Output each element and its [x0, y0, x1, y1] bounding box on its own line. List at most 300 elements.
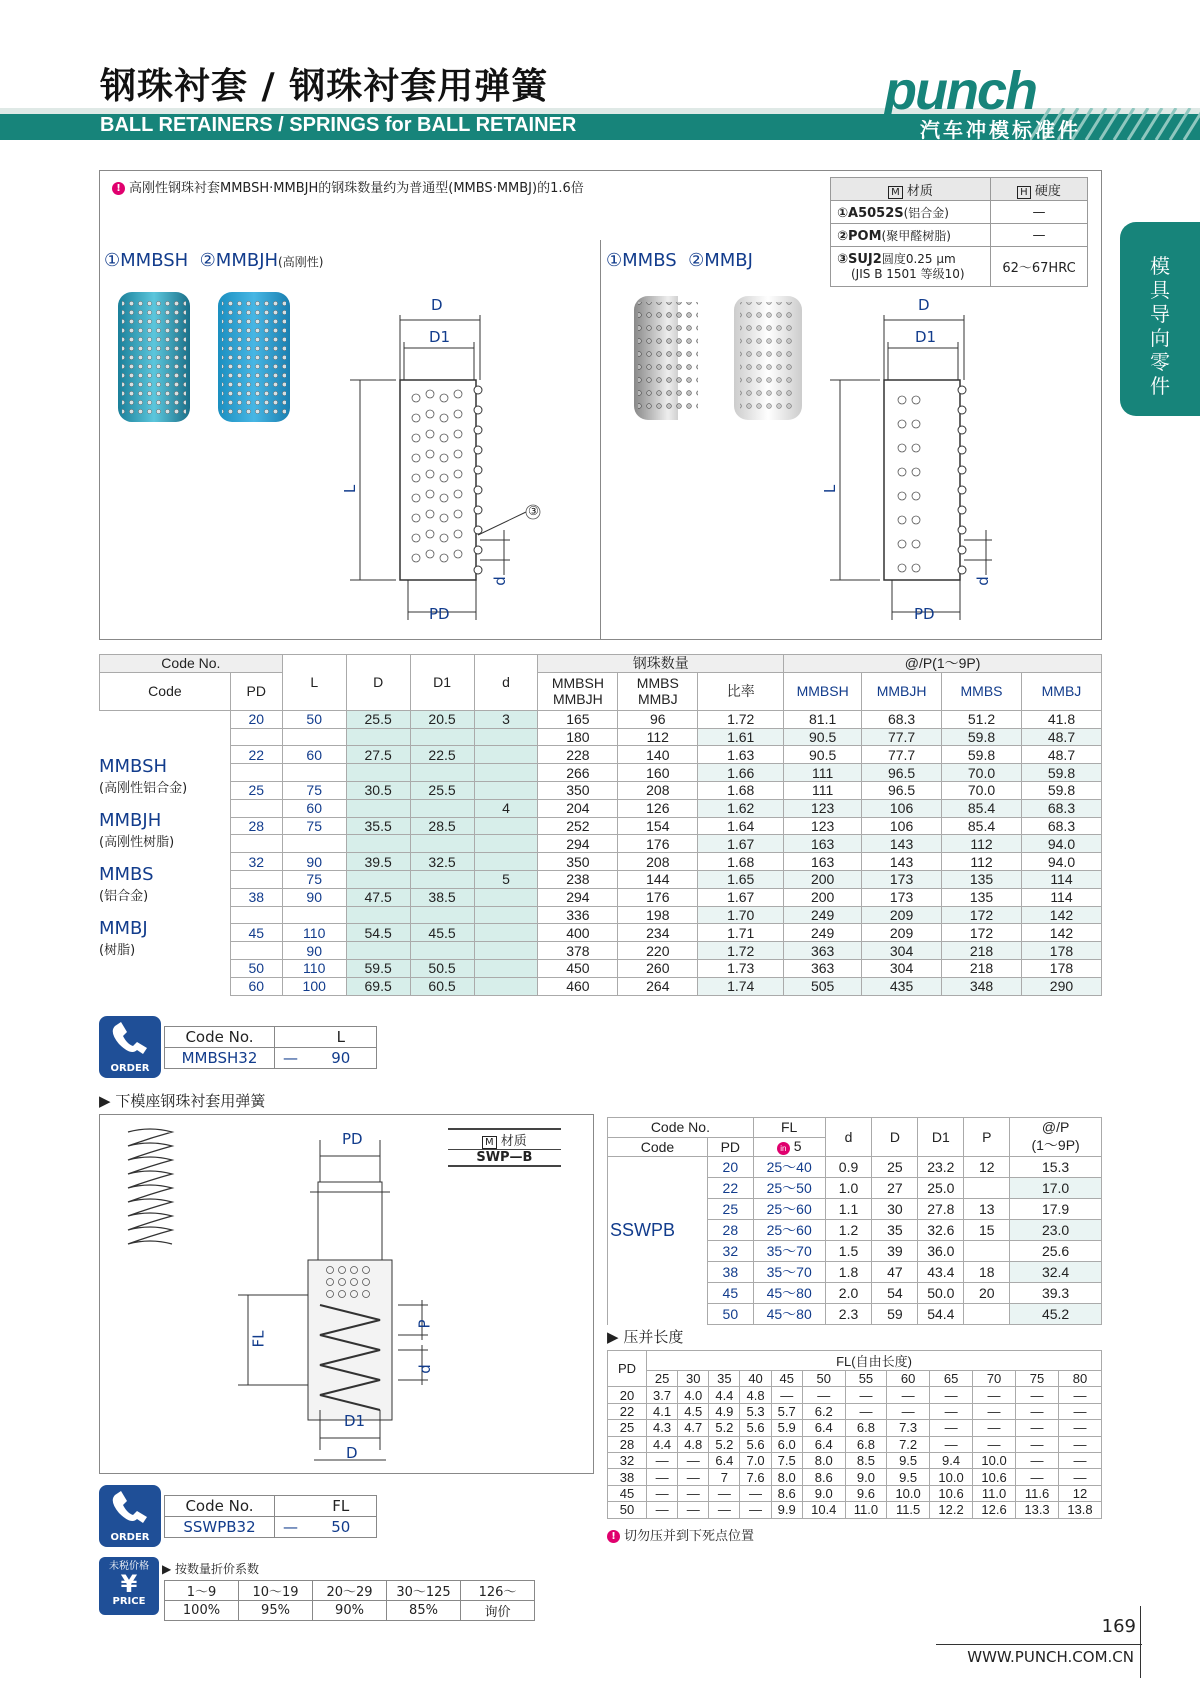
- table-row: [100, 906, 1102, 924]
- footer-rule-h: [936, 1644, 1142, 1645]
- table-cell: 20.5: [410, 710, 474, 728]
- table-cell: 4.7: [678, 1420, 709, 1436]
- spring-dim-D: D: [346, 1444, 358, 1462]
- table-cell: 96.5: [862, 781, 942, 799]
- table-cell: 36.0: [918, 1241, 964, 1262]
- table-cell: 17.0: [1010, 1178, 1102, 1199]
- table-cell: 8.5: [845, 1452, 886, 1468]
- table-cell: 208: [618, 853, 698, 871]
- table-cell: 75: [282, 781, 346, 799]
- table-row: [608, 1436, 1102, 1452]
- table-cell: 54: [872, 1283, 918, 1304]
- table-cell: 50: [608, 1502, 647, 1518]
- table-row: [100, 942, 1102, 960]
- table-cell: 60.5: [410, 977, 474, 995]
- table-cell: 111: [784, 781, 862, 799]
- table-row: [100, 924, 1102, 942]
- table-cell: —: [887, 1403, 930, 1419]
- table-cell: 5.2: [709, 1420, 740, 1436]
- table-cell: —: [973, 1387, 1016, 1403]
- table-cell: [964, 1241, 1010, 1262]
- table-cell: 32.5: [410, 853, 474, 871]
- dim-PD: PD: [914, 605, 935, 623]
- brand-logo: punch: [884, 61, 1036, 121]
- brand-subtitle: 汽车冲模标准件: [920, 118, 1081, 142]
- table-cell: 112: [618, 728, 698, 746]
- table-cell: 106: [862, 799, 942, 817]
- table-cell: 5.2: [709, 1436, 740, 1452]
- table-cell: [230, 728, 282, 746]
- table-cell: 1.74: [698, 977, 784, 995]
- table-cell: [474, 924, 538, 942]
- code-note: (铝合金): [99, 889, 149, 904]
- table-cell: [410, 728, 474, 746]
- table-cell: 3.7: [647, 1387, 678, 1403]
- table-cell: 39.3: [1010, 1283, 1102, 1304]
- table-cell: 59.8: [1021, 781, 1101, 799]
- table-cell: 350: [538, 853, 618, 871]
- table-cell: 505: [784, 977, 862, 995]
- table-cell: 6.8: [845, 1420, 886, 1436]
- table-cell: 5.7: [771, 1403, 802, 1419]
- table-cell: 32: [608, 1452, 647, 1468]
- table-cell: 32.4: [1010, 1262, 1102, 1283]
- table-cell: 200: [784, 870, 862, 888]
- table-cell: 45.2: [1010, 1304, 1102, 1325]
- table-cell: 90.5: [784, 728, 862, 746]
- table-cell: 38.5: [410, 888, 474, 906]
- table-cell: 2.3: [825, 1304, 872, 1325]
- table-cell: 10.0: [973, 1452, 1016, 1468]
- side-tab-char: 导: [1150, 302, 1170, 326]
- table-cell: 28: [230, 817, 282, 835]
- table-cell: 32.6: [918, 1220, 964, 1241]
- table-cell: —: [930, 1387, 973, 1403]
- table-cell: 25～60: [753, 1199, 825, 1220]
- spring-dim-PD: PD: [342, 1130, 363, 1148]
- table-row: [100, 728, 1102, 746]
- page-subtitle: BALL RETAINERS / SPRINGS for BALL RETAINER: [100, 114, 577, 136]
- side-tab-char: 件: [1150, 374, 1170, 398]
- table-cell: 7.3: [887, 1420, 930, 1436]
- side-tab-char: 向: [1150, 326, 1170, 350]
- table-cell: 114: [1021, 870, 1101, 888]
- table-cell: 249: [784, 906, 862, 924]
- table-cell: 10.6: [973, 1469, 1016, 1485]
- table-cell: 7.0: [740, 1452, 771, 1468]
- table-cell: [474, 977, 538, 995]
- table-cell: 12: [964, 1157, 1010, 1178]
- table-cell: [346, 799, 410, 817]
- table-cell: 54.4: [918, 1304, 964, 1325]
- table-cell: 163: [784, 853, 862, 871]
- table-cell: 50: [707, 1304, 753, 1325]
- fl-col-header: 75: [1016, 1371, 1059, 1387]
- code-note: (高刚性树脂): [99, 835, 175, 850]
- table-cell: 77.7: [862, 746, 942, 764]
- compress-title: ▶ 压并长度: [607, 1328, 684, 1346]
- th-balls: 钢珠数量: [538, 655, 784, 673]
- table-cell: 378: [538, 942, 618, 960]
- table-cell: 45～80: [753, 1283, 825, 1304]
- table-cell: 252: [538, 817, 618, 835]
- table-cell: [474, 746, 538, 764]
- table-cell: 90: [282, 888, 346, 906]
- table-cell: 178: [1021, 959, 1101, 977]
- code-cell: [608, 1262, 708, 1283]
- table-cell: 27: [872, 1178, 918, 1199]
- table-cell: 47.5: [346, 888, 410, 906]
- code-note: (高刚性铝合金): [99, 781, 188, 796]
- table-cell: [474, 764, 538, 782]
- table-cell: —: [1016, 1387, 1059, 1403]
- table-cell: 112: [942, 853, 1022, 871]
- hardness-value: 62～67HRC: [991, 247, 1088, 287]
- table-cell: 7.6: [740, 1469, 771, 1485]
- table-cell: 30: [872, 1199, 918, 1220]
- table-cell: 81.1: [784, 710, 862, 728]
- table-cell: 59.8: [1021, 764, 1101, 782]
- dim-D1: D1: [429, 328, 451, 346]
- table-cell: 48.7: [1021, 728, 1101, 746]
- table-cell: —: [740, 1485, 771, 1501]
- price-table: 1～9 10～19 20～29 30～125 126～ 100% 95% 90% 85% 询价: [164, 1580, 535, 1621]
- table-cell: 25～50: [753, 1178, 825, 1199]
- table-cell: 208: [618, 781, 698, 799]
- fl-col-header: 65: [930, 1371, 973, 1387]
- table-cell: [474, 817, 538, 835]
- table-cell: 178: [1021, 942, 1101, 960]
- table-cell: 6.8: [845, 1436, 886, 1452]
- table-cell: 45: [230, 924, 282, 942]
- table-cell: 28.5: [410, 817, 474, 835]
- table-row: [100, 853, 1102, 871]
- table-cell: —: [678, 1469, 709, 1485]
- table-cell: [282, 835, 346, 853]
- table-cell: [474, 781, 538, 799]
- table-cell: 94.0: [1021, 835, 1101, 853]
- table-cell: —: [709, 1485, 740, 1501]
- table-cell: [410, 835, 474, 853]
- table-cell: 1.67: [698, 835, 784, 853]
- table-cell: 25.5: [346, 710, 410, 728]
- table-cell: 25～40: [753, 1157, 825, 1178]
- table-cell: [282, 906, 346, 924]
- table-cell: 4.8: [678, 1436, 709, 1452]
- table-cell: 38: [707, 1262, 753, 1283]
- th-D1: D1: [410, 655, 474, 711]
- mmbjh-photo: [218, 292, 290, 422]
- table-cell: 25.5: [410, 781, 474, 799]
- table-cell: 35: [872, 1220, 918, 1241]
- table-cell: 75: [282, 870, 346, 888]
- table-cell: 32: [230, 853, 282, 871]
- table-cell: [230, 835, 282, 853]
- table-cell: 218: [942, 942, 1022, 960]
- table-cell: 304: [862, 959, 942, 977]
- table-row: [608, 1420, 1102, 1436]
- table-cell: 68.3: [1021, 817, 1101, 835]
- table-cell: 6.2: [802, 1403, 845, 1419]
- table-row: [608, 1241, 1102, 1262]
- code-cell: [100, 977, 231, 995]
- spring-spec-table: Code No. FL d D D1 P @/P (1～9P) Code PD in 5 20 25～40 0.9 25 23.2 12 15.3 22 25～50 1.0 27 25.0 17.0 25 25～60 1.1 30 27.8 13 17.9 SSWPB 28 25～60 1.2 35 32.6 15 23.0 32 35～70 1.5 39 36.0 25.6 38 35～70 1.8 47 43.4 18 32.4 45 45～80 2.0 54 50.0 20 39.3 50 45～80 2.3 59 54.4 45.2: [607, 1117, 1102, 1325]
- spring-dim-P: P: [415, 1319, 434, 1329]
- table-cell: [474, 728, 538, 746]
- table-cell: 4.3: [647, 1420, 678, 1436]
- table-cell: 17.9: [1010, 1199, 1102, 1220]
- table-cell: 12: [1059, 1485, 1102, 1501]
- table-cell: 209: [862, 906, 942, 924]
- fl-col-header: 35: [709, 1371, 740, 1387]
- table-cell: 294: [538, 835, 618, 853]
- table-row: [608, 1157, 1102, 1178]
- table-cell: 173: [862, 888, 942, 906]
- table-cell: —: [973, 1420, 1016, 1436]
- th-pd: PD: [230, 672, 282, 710]
- table-cell: 48.7: [1021, 746, 1101, 764]
- table-cell: 7: [709, 1469, 740, 1485]
- fl-col-header: 40: [740, 1371, 771, 1387]
- th-L: L: [282, 655, 346, 711]
- dim-D: D: [431, 296, 443, 314]
- table-cell: 22: [230, 746, 282, 764]
- table-cell: 264: [618, 977, 698, 995]
- table-row: [100, 764, 1102, 782]
- table-cell: [410, 906, 474, 924]
- price-title: ▶ 按数量折价系数: [162, 1562, 260, 1576]
- table-cell: 123: [784, 817, 862, 835]
- table-cell: [282, 728, 346, 746]
- table-cell: 6.4: [709, 1452, 740, 1468]
- table-cell: —: [973, 1436, 1016, 1452]
- side-tab-char: 零: [1150, 350, 1170, 374]
- table-cell: 75: [282, 817, 346, 835]
- code-cell: [608, 1241, 708, 1262]
- table-cell: —: [1059, 1420, 1102, 1436]
- table-cell: 69.5: [346, 977, 410, 995]
- table-cell: 28: [707, 1220, 753, 1241]
- table-cell: 1.2: [825, 1220, 872, 1241]
- material-table: [830, 177, 1088, 287]
- code-cell: [100, 959, 231, 977]
- table-cell: 15: [964, 1220, 1010, 1241]
- order-badge: ORDER: [99, 1485, 161, 1547]
- note: [112, 177, 584, 196]
- table-cell: 0.9: [825, 1157, 872, 1178]
- code-mmbs: MMBS: [99, 864, 154, 885]
- table-cell: 59.8: [942, 746, 1022, 764]
- table-cell: [230, 799, 282, 817]
- table-cell: 5.9: [771, 1420, 802, 1436]
- fl-col-header: 50: [802, 1371, 845, 1387]
- th-ap: @/P(1～9P): [784, 655, 1102, 673]
- table-row: [608, 1199, 1102, 1220]
- hardness-value: —: [991, 224, 1088, 247]
- material-note: (铝合金): [903, 205, 949, 220]
- table-cell: 1.8: [825, 1262, 872, 1283]
- table-cell: 41.8: [1021, 710, 1101, 728]
- spring-dim-d: d: [415, 1364, 434, 1374]
- th-ap1: MMBSH: [784, 672, 862, 710]
- table-cell: 35～70: [753, 1241, 825, 1262]
- code-cell: [608, 1304, 708, 1325]
- table-cell: 25: [707, 1199, 753, 1220]
- table-cell: 106: [862, 817, 942, 835]
- table-cell: 85.4: [942, 799, 1022, 817]
- table-cell: 9.5: [887, 1469, 930, 1485]
- table-cell: 9.9: [771, 1502, 802, 1518]
- table-cell: 8.6: [802, 1469, 845, 1485]
- table-cell: 1.70: [698, 906, 784, 924]
- table-cell: 209: [862, 924, 942, 942]
- table-cell: 4: [474, 799, 538, 817]
- table-cell: 25.0: [918, 1178, 964, 1199]
- table-cell: 154: [618, 817, 698, 835]
- table-cell: —: [678, 1485, 709, 1501]
- table-cell: [230, 906, 282, 924]
- mmbj-photo: [734, 296, 802, 420]
- th-ratio: 比率: [698, 672, 784, 710]
- table-cell: 5: [474, 870, 538, 888]
- table-cell: 218: [942, 959, 1022, 977]
- table-cell: 23.0: [1010, 1220, 1102, 1241]
- spring-section-title: ▶ 下模座钢珠衬套用弹簧: [99, 1092, 266, 1110]
- fl-col-header: 55: [845, 1371, 886, 1387]
- table-cell: 234: [618, 924, 698, 942]
- table-cell: 400: [538, 924, 618, 942]
- table-cell: [346, 942, 410, 960]
- table-cell: 25: [230, 781, 282, 799]
- fl-col-header: 80: [1059, 1371, 1102, 1387]
- table-cell: 1.71: [698, 924, 784, 942]
- code-mmbj: MMBJ: [99, 918, 148, 939]
- table-cell: 9.0: [845, 1469, 886, 1485]
- table-cell: 1.72: [698, 710, 784, 728]
- table-cell: 9.6: [845, 1485, 886, 1501]
- dim-L: L: [341, 484, 360, 494]
- table-cell: [474, 888, 538, 906]
- table-cell: 13: [964, 1199, 1010, 1220]
- table-cell: 176: [618, 888, 698, 906]
- table-cell: 1.0: [825, 1178, 872, 1199]
- table-cell: 172: [942, 924, 1022, 942]
- table-row: [608, 1469, 1102, 1485]
- table-cell: 70.0: [942, 764, 1022, 782]
- table-cell: 266: [538, 764, 618, 782]
- dim-d: d: [973, 576, 992, 586]
- phone-icon: [99, 1485, 161, 1529]
- hardness-value: —: [991, 201, 1088, 224]
- table-cell: 1.63: [698, 746, 784, 764]
- table-cell: 450: [538, 959, 618, 977]
- table-cell: 260: [618, 959, 698, 977]
- material-name: ①A5052S: [837, 205, 904, 221]
- table-cell: 25: [872, 1157, 918, 1178]
- table-cell: 47: [872, 1262, 918, 1283]
- table-row: [608, 1304, 1102, 1325]
- code-mmbsh: MMBSH: [99, 756, 168, 777]
- table-cell: —: [647, 1469, 678, 1485]
- table-cell: 144: [618, 870, 698, 888]
- fl-col-header: 45: [771, 1371, 802, 1387]
- table-cell: —: [973, 1403, 1016, 1419]
- table-row: [100, 870, 1102, 888]
- table-cell: 4.5: [678, 1403, 709, 1419]
- th-codeno: Code No.: [100, 655, 283, 673]
- table-cell: 45.5: [410, 924, 474, 942]
- table-cell: 39.5: [346, 853, 410, 871]
- table-cell: 45～80: [753, 1304, 825, 1325]
- table-cell: 435: [862, 977, 942, 995]
- table-cell: [230, 870, 282, 888]
- table-cell: 38: [230, 888, 282, 906]
- table-row: [100, 835, 1102, 853]
- table-row: [608, 1452, 1102, 1468]
- table-cell: [346, 870, 410, 888]
- table-cell: 23.2: [918, 1157, 964, 1178]
- table-cell: 1.73: [698, 959, 784, 977]
- hardness-header: 硬度: [1034, 183, 1061, 199]
- table-cell: 15.3: [1010, 1157, 1102, 1178]
- product-label-right: ①MMBS ②MMBJ: [606, 250, 753, 271]
- table-cell: [346, 835, 410, 853]
- table-cell: 6.4: [802, 1436, 845, 1452]
- table-cell: 348: [942, 977, 1022, 995]
- table-row: [608, 1178, 1102, 1199]
- table-cell: 100: [282, 977, 346, 995]
- table-cell: —: [678, 1502, 709, 1518]
- table-row: [608, 1485, 1102, 1501]
- table-cell: —: [647, 1452, 678, 1468]
- table-cell: 10.6: [930, 1485, 973, 1501]
- table-cell: —: [1016, 1420, 1059, 1436]
- fl-col-header: 60: [887, 1371, 930, 1387]
- th-ap3: MMBS: [942, 672, 1022, 710]
- dim-D1: D1: [915, 328, 937, 346]
- table-cell: 176: [618, 835, 698, 853]
- table-cell: 249: [784, 924, 862, 942]
- fl-col-header: 70: [973, 1371, 1016, 1387]
- table-cell: 1.62: [698, 799, 784, 817]
- table-cell: 50: [230, 959, 282, 977]
- main-table-wrap: [99, 654, 1102, 996]
- yen-icon: ¥: [120, 1570, 138, 1598]
- table-cell: 38: [608, 1469, 647, 1485]
- table-cell: 18: [964, 1262, 1010, 1283]
- table-cell: 1.68: [698, 853, 784, 871]
- spring-dim-FL: FL: [249, 1330, 268, 1348]
- spring-icon: [128, 1129, 172, 1244]
- side-tab-char: 具: [1150, 278, 1170, 302]
- table-cell: —: [1059, 1436, 1102, 1452]
- code-cell: [608, 1283, 708, 1304]
- h-icon: H: [1017, 186, 1031, 199]
- table-row: [608, 1403, 1102, 1419]
- table-cell: 1.72: [698, 942, 784, 960]
- code-cell: [608, 1199, 708, 1220]
- table-cell: 45: [707, 1283, 753, 1304]
- table-cell: 9.0: [802, 1485, 845, 1501]
- table-cell: 1.61: [698, 728, 784, 746]
- code-cell: [100, 710, 231, 728]
- table-cell: 110: [282, 959, 346, 977]
- table-cell: 10.0: [930, 1469, 973, 1485]
- code-mmbjh: MMBJH: [99, 810, 162, 831]
- table-cell: 77.7: [862, 728, 942, 746]
- table-cell: 32: [707, 1241, 753, 1262]
- side-tab: [1120, 222, 1200, 416]
